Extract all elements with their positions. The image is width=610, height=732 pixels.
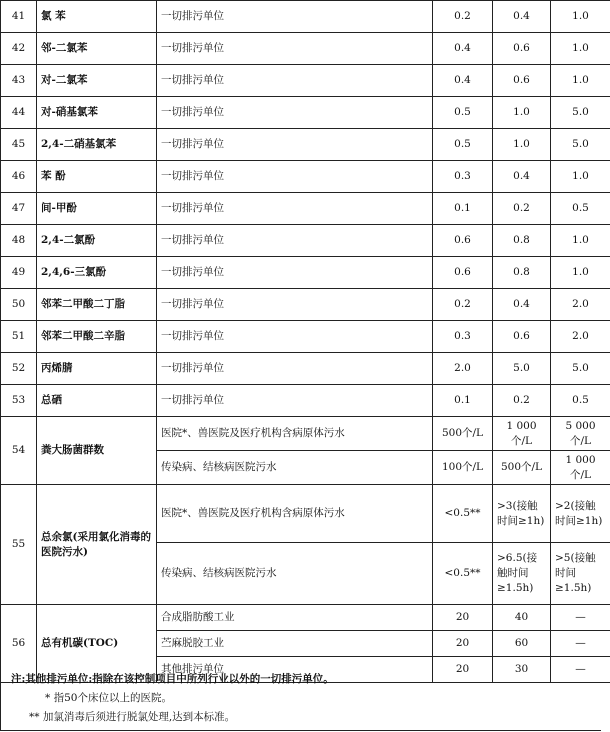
- grade-3-value: —: [551, 605, 610, 631]
- grade-2-value: 0.8: [493, 225, 551, 257]
- row-number: 56: [1, 605, 37, 683]
- grade-3-value: 1 000个/L: [551, 451, 610, 485]
- discharge-unit: 其他排污单位: [157, 657, 433, 683]
- grade-3-value: 1.0: [551, 1, 610, 33]
- table-body: [1, 1, 610, 683]
- grade-2-value: 0.2: [493, 193, 551, 225]
- row-number: 41: [1, 1, 37, 33]
- grade-2-value: 0.6: [493, 321, 551, 353]
- table-row: [1, 321, 610, 353]
- grade-3-value: 1.0: [551, 161, 610, 193]
- grade-2-value: 0.6: [493, 33, 551, 65]
- grade-1-value: 2.0: [433, 353, 493, 385]
- table-row: [1, 385, 610, 417]
- row-number: 55: [1, 485, 37, 605]
- grade-1-value: <0.5**: [433, 543, 493, 605]
- table-row: [1, 225, 610, 257]
- table-row: [1, 97, 610, 129]
- grade-2-value: 5.0: [493, 353, 551, 385]
- grade-2-value: >6.5(接触时间≥1.5h): [493, 543, 551, 605]
- row-number: 53: [1, 385, 37, 417]
- grade-1-value: 0.6: [433, 257, 493, 289]
- grade-1-value: 500个/L: [433, 417, 493, 451]
- grade-3-value: 1.0: [551, 65, 610, 97]
- pollutant-name: 对-二氯苯: [37, 65, 157, 97]
- grade-2-value: >3(接触时间≥1h): [493, 485, 551, 543]
- discharge-unit: 一切排污单位: [157, 65, 433, 97]
- table-row: [1, 33, 610, 65]
- discharge-unit: 一切排污单位: [157, 33, 433, 65]
- table-row: [1, 257, 610, 289]
- pollutant-name: 2,4,6-三氯酚: [37, 257, 157, 289]
- grade-2-value: 30: [493, 657, 551, 683]
- grade-2-value: 1.0: [493, 97, 551, 129]
- discharge-unit: 一切排污单位: [157, 353, 433, 385]
- grade-1-value: <0.5**: [433, 485, 493, 543]
- grade-1-value: 0.3: [433, 161, 493, 193]
- row-number: 49: [1, 257, 37, 289]
- discharge-unit: 传染病、结核病医院污水: [157, 543, 433, 605]
- table-row: [1, 417, 610, 451]
- grade-3-value: 2.0: [551, 321, 610, 353]
- grade-2-value: 0.6: [493, 65, 551, 97]
- grade-3-value: —: [551, 657, 610, 683]
- pollutant-name: 邻-二氯苯: [37, 33, 157, 65]
- row-number: 45: [1, 129, 37, 161]
- row-number: 52: [1, 353, 37, 385]
- grade-1-value: 0.6: [433, 225, 493, 257]
- row-number: 46: [1, 161, 37, 193]
- pollutant-name: 间-甲酚: [37, 193, 157, 225]
- grade-1-value: 0.1: [433, 385, 493, 417]
- discharge-unit: 一切排污单位: [157, 1, 433, 33]
- row-number: 43: [1, 65, 37, 97]
- grade-3-value: >5(接触时间≥1.5h): [551, 543, 610, 605]
- grade-2-value: 1 000个/L: [493, 417, 551, 451]
- table-row: [1, 605, 610, 631]
- grade-1-value: 0.2: [433, 1, 493, 33]
- discharge-unit: 一切排污单位: [157, 225, 433, 257]
- row-number: 42: [1, 33, 37, 65]
- discharge-unit: 苎麻脱胶工业: [157, 631, 433, 657]
- grade-3-value: 5.0: [551, 129, 610, 161]
- row-number: 50: [1, 289, 37, 321]
- table-row: [1, 289, 610, 321]
- grade-1-value: 0.5: [433, 129, 493, 161]
- grade-3-value: 0.5: [551, 193, 610, 225]
- discharge-unit: 一切排污单位: [157, 385, 433, 417]
- note-line: * 指50个床位以上的医院。: [45, 692, 172, 704]
- grade-1-value: 0.4: [433, 65, 493, 97]
- discharge-unit: 一切排污单位: [157, 321, 433, 353]
- grade-1-value: 0.1: [433, 193, 493, 225]
- grade-1-value: 0.4: [433, 33, 493, 65]
- table-row: [1, 353, 610, 385]
- grade-3-value: 5 000个/L: [551, 417, 610, 451]
- grade-3-value: 5.0: [551, 353, 610, 385]
- grade-3-value: 5.0: [551, 97, 610, 129]
- table-notes: [0, 670, 601, 731]
- note-line: 注:其他排污单位:指除在该控制项目中所列行业以外的一切排污单位。: [11, 673, 334, 685]
- pollutant-name: 总有机碳(TOC): [37, 605, 157, 683]
- pollutant-name: 2,4-二硝基氯苯: [37, 129, 157, 161]
- row-number: 54: [1, 417, 37, 485]
- row-number: 48: [1, 225, 37, 257]
- pollutant-name: 苯 酚: [37, 161, 157, 193]
- grade-2-value: 0.4: [493, 289, 551, 321]
- discharge-unit: 一切排污单位: [157, 257, 433, 289]
- discharge-unit: 合成脂肪酸工业: [157, 605, 433, 631]
- table-row: [1, 65, 610, 97]
- grade-3-value: 0.5: [551, 385, 610, 417]
- grade-1-value: 0.5: [433, 97, 493, 129]
- discharge-unit: 一切排污单位: [157, 97, 433, 129]
- grade-2-value: 500个/L: [493, 451, 551, 485]
- discharge-unit: 一切排污单位: [157, 129, 433, 161]
- table-row: [1, 1, 610, 33]
- note-line: ** 加氯消毒后须进行脱氯处理,达到本标准。: [29, 711, 236, 723]
- grade-1-value: 20: [433, 605, 493, 631]
- grade-1-value: 0.3: [433, 321, 493, 353]
- grade-3-value: —: [551, 631, 610, 657]
- pollutant-name: 邻苯二甲酸二丁脂: [37, 289, 157, 321]
- row-number: 51: [1, 321, 37, 353]
- grade-3-value: >2(接触时间≥1h): [551, 485, 610, 543]
- grade-1-value: 20: [433, 657, 493, 683]
- grade-2-value: 0.4: [493, 1, 551, 33]
- grade-1-value: 20: [433, 631, 493, 657]
- table-row: [1, 485, 610, 543]
- table-row: [1, 129, 610, 161]
- discharge-unit: 一切排污单位: [157, 161, 433, 193]
- grade-2-value: 0.8: [493, 257, 551, 289]
- table-row: [1, 193, 610, 225]
- discharge-unit: 一切排污单位: [157, 193, 433, 225]
- row-number: 44: [1, 97, 37, 129]
- discharge-unit: 一切排污单位: [157, 289, 433, 321]
- pollutant-name: 氯 苯: [37, 1, 157, 33]
- grade-2-value: 60: [493, 631, 551, 657]
- grade-3-value: 1.0: [551, 33, 610, 65]
- discharge-unit: 医院*、兽医院及医疗机构含病原体污水: [157, 485, 433, 543]
- grade-2-value: 1.0: [493, 129, 551, 161]
- row-number: 47: [1, 193, 37, 225]
- discharge-unit: 传染病、结核病医院污水: [157, 451, 433, 485]
- grade-3-value: 1.0: [551, 225, 610, 257]
- grade-1-value: 100个/L: [433, 451, 493, 485]
- pollutant-name: 2,4-二氯酚: [37, 225, 157, 257]
- grade-3-value: 2.0: [551, 289, 610, 321]
- grade-2-value: 0.4: [493, 161, 551, 193]
- pollutant-name: 总硒: [37, 385, 157, 417]
- table-row: [1, 161, 610, 193]
- pollutant-name: 总余氯(采用氯化消毒的医院污水): [37, 485, 157, 605]
- grade-2-value: 0.2: [493, 385, 551, 417]
- pollutant-name: 粪大肠菌群数: [37, 417, 157, 485]
- grade-2-value: 40: [493, 605, 551, 631]
- grade-3-value: 1.0: [551, 257, 610, 289]
- pollutant-name: 丙烯腈: [37, 353, 157, 385]
- pollutant-name: 邻苯二甲酸二辛脂: [37, 321, 157, 353]
- pollutant-name: 对-硝基氯苯: [37, 97, 157, 129]
- discharge-unit: 医院*、兽医院及医疗机构含病原体污水: [157, 417, 433, 451]
- grade-1-value: 0.2: [433, 289, 493, 321]
